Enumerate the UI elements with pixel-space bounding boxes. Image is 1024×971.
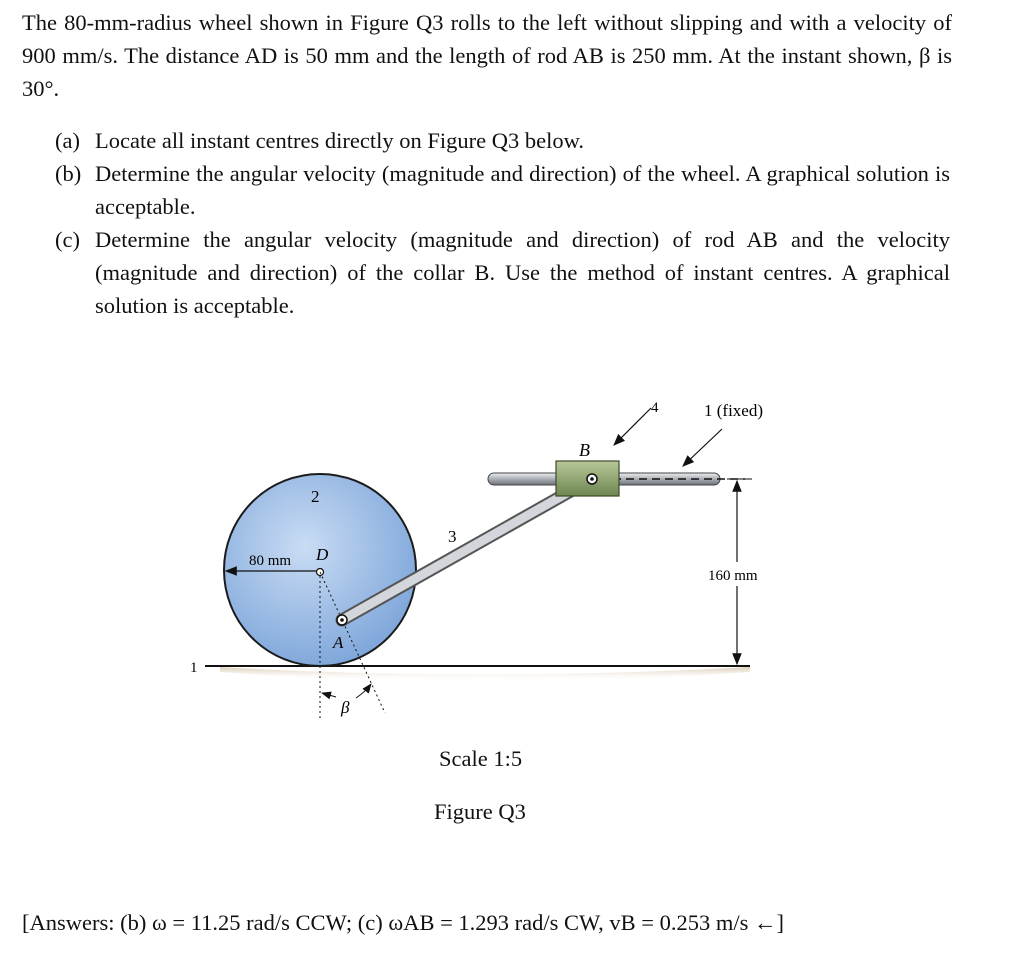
figure-scale: Scale 1:5 [439, 746, 523, 771]
part-a-label: (a) [55, 128, 80, 153]
part-b-text: Determine the angular velocity (magnitude and direction) of the wheel. A graphical solution is acceptable. [95, 161, 950, 219]
rod-label: 3 [448, 527, 457, 546]
pin-b-center [590, 477, 594, 481]
beta-label: β [341, 698, 350, 717]
pin-a-label: A [333, 633, 344, 652]
fixed-label: 1 (fixed) [704, 401, 764, 420]
figure-caption: Figure Q3 [434, 799, 526, 824]
wheel-label: 2 [311, 487, 320, 506]
height-label: 160 mm [708, 568, 758, 584]
answers: [Answers: (b) ω = 11.25 rad/s CCW; (c) ωAB = 1.293 rad/s CW, vB = 0.253 m/s ←] [22, 910, 785, 935]
ground-label: 1 [190, 660, 198, 676]
fixed-pointer [683, 429, 722, 466]
center-label: D [316, 545, 329, 564]
part-c-label: (c) [55, 227, 80, 252]
part-c-text: Determine the angular velocity (magnitude and direction) of rod AB and the velocity (magnitude and direction) of the collar B. Use the method of instant centres. A graphical solution is acceptable. [95, 227, 950, 318]
radius-label: 80 mm [249, 553, 292, 569]
collar-label: B [579, 440, 590, 460]
ground-shading [220, 667, 750, 681]
beta-arrow-left [322, 693, 336, 697]
problem-intro: The 80-mm-radius wheel shown in Figure Q3 rolls to the left without slipping and with a velocity of 900 mm/s. The distance AD is 50 mm and the length of rod AB is 250 mm. At the instant shown, β is 30°. [22, 10, 952, 101]
beta-arrow-right [356, 684, 371, 698]
part-a-text: Locate all instant centres directly on Figure Q3 below. [95, 128, 585, 153]
collar-link-label: 4 [651, 400, 659, 416]
collar-pointer [614, 408, 651, 445]
part-b-label: (b) [55, 161, 82, 186]
pin-a-center [340, 618, 344, 622]
